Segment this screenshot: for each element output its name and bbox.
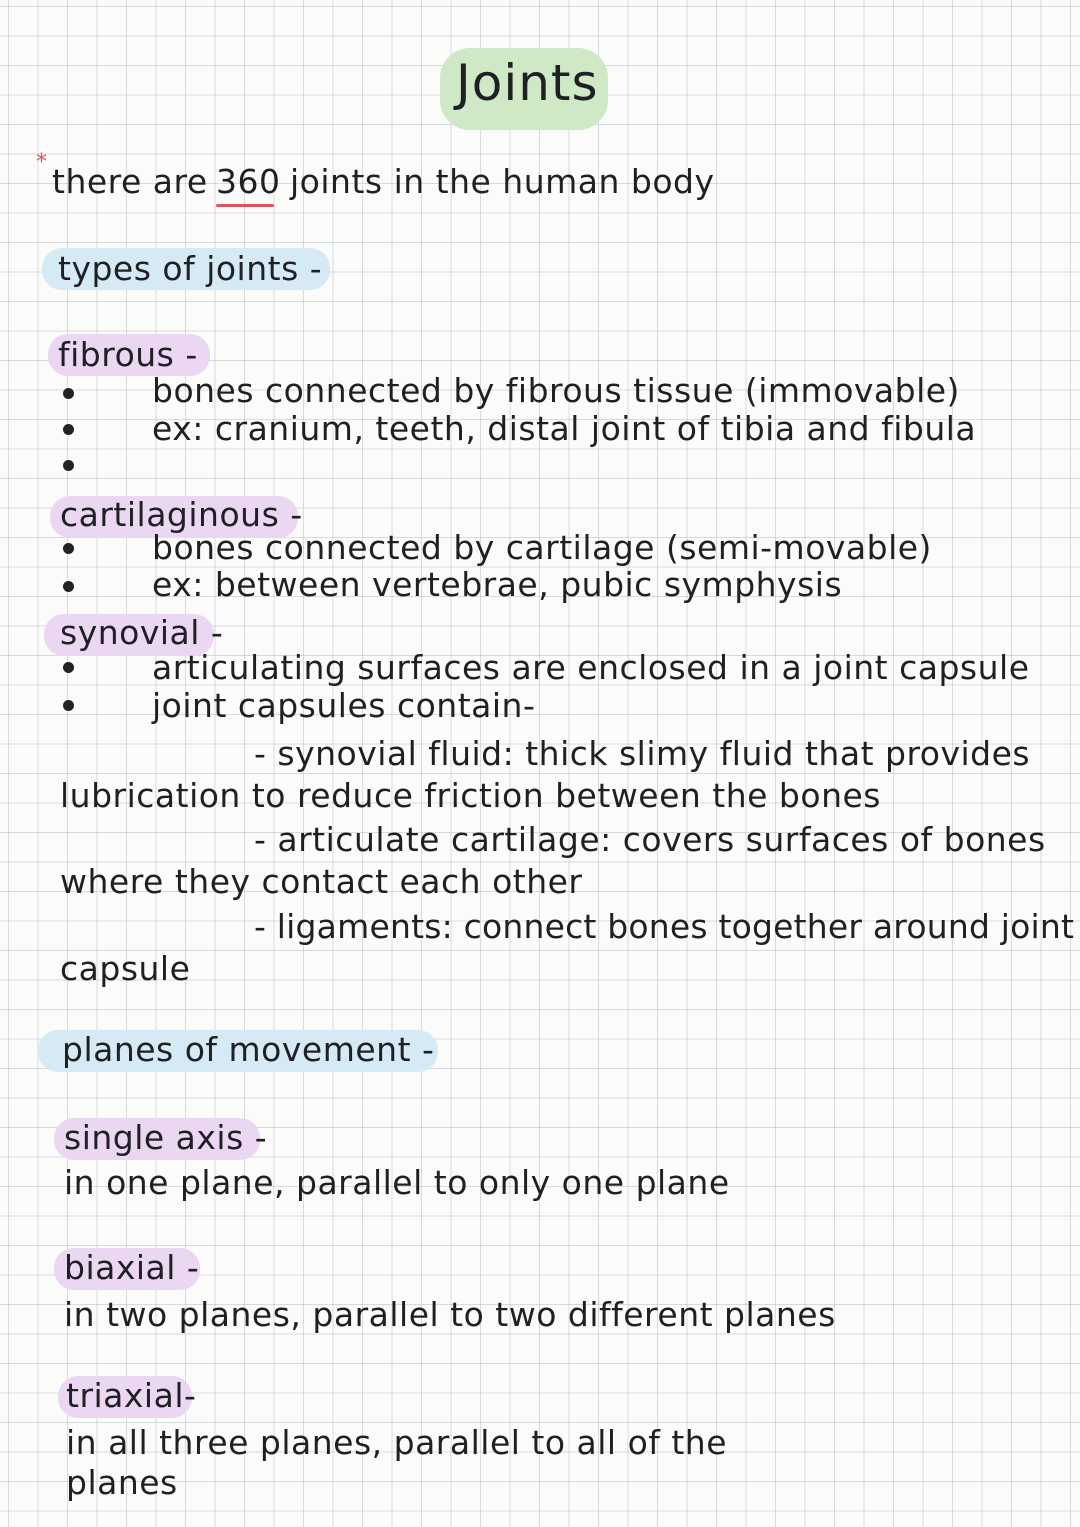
synovial-detail-3: - articulate cartilage: covers surfaces of bones (254, 820, 1046, 859)
page-title: Joints (456, 54, 599, 112)
intro-after: joints in the human body (290, 162, 715, 201)
bullet (63, 543, 74, 554)
bullet (63, 662, 74, 673)
triaxial-line-1: in all three planes, parallel to all of the (66, 1423, 728, 1462)
synovial-detail-6: capsule (60, 949, 191, 988)
triaxial-line-2: planes (66, 1463, 178, 1502)
synovial-heading: synovial - (60, 613, 224, 652)
synovial-detail-4: where they contact each other (60, 862, 583, 901)
single-axis-heading: single axis - (64, 1118, 268, 1157)
bullet (63, 460, 74, 471)
synovial-detail-1: - synovial fluid: thick slimy fluid that provides (254, 734, 1031, 773)
fibrous-line-1: bones connected by fibrous tissue (immovable) (152, 371, 960, 410)
intro-number: 360 (216, 162, 281, 201)
cartilaginous-line-2: ex: between vertebrae, pubic symphysis (152, 565, 843, 604)
bullet (63, 388, 74, 399)
star-marker: * (36, 150, 47, 175)
bullet (63, 700, 74, 711)
biaxial-heading: biaxial - (64, 1248, 200, 1287)
single-axis-line: in one plane, parallel to only one plane (64, 1163, 730, 1202)
number-underline (216, 204, 274, 207)
synovial-detail-2: lubrication to reduce friction between the bones (60, 776, 881, 815)
synovial-detail-5: - ligaments: connect bones together around joint (254, 907, 1075, 946)
cartilaginous-heading: cartilaginous - (60, 495, 303, 534)
triaxial-heading: triaxial- (66, 1376, 197, 1415)
cartilaginous-line-1: bones connected by cartilage (semi-movable) (152, 528, 932, 567)
planes-heading: planes of movement - (62, 1030, 435, 1069)
fibrous-line-2: ex: cranium, teeth, distal joint of tibia and fibula (152, 409, 977, 448)
fibrous-heading: fibrous - (58, 335, 198, 374)
intro-before: there are (52, 162, 208, 201)
bullet (63, 581, 74, 592)
synovial-line-1: articulating surfaces are enclosed in a joint capsule (152, 648, 1030, 687)
synovial-line-2: joint capsules contain- (152, 686, 536, 725)
bullet (63, 424, 74, 435)
biaxial-line: in two planes, parallel to two different planes (64, 1295, 836, 1334)
types-heading: types of joints - (58, 249, 323, 288)
